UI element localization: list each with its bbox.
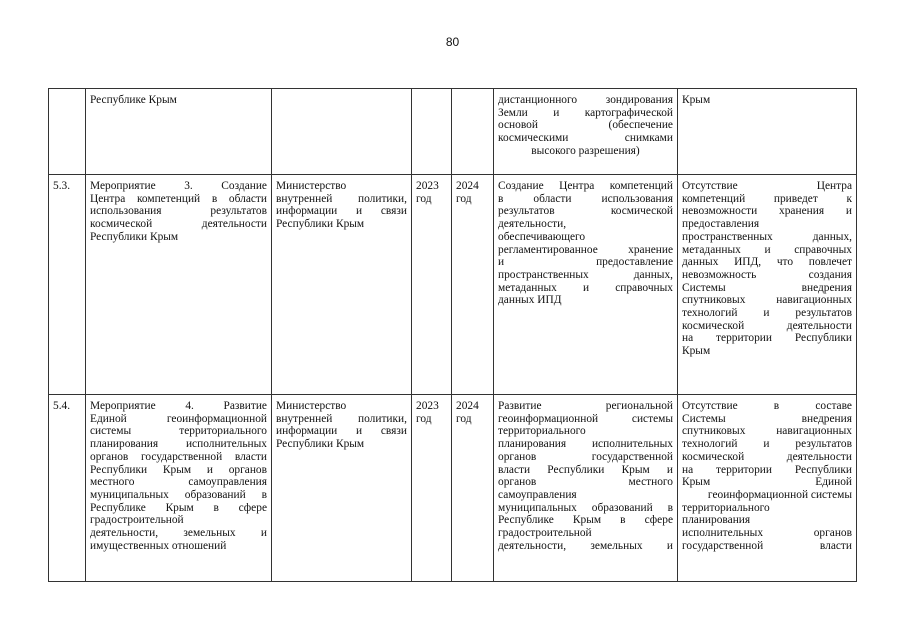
text-line: в области использования bbox=[498, 192, 673, 205]
cell-event bbox=[86, 89, 272, 175]
text-line: пространственных данных, bbox=[498, 268, 673, 281]
text-line: данных ИПД, что повлечет bbox=[682, 256, 852, 269]
cell-executor bbox=[272, 175, 412, 395]
text-line: информации и связи bbox=[276, 205, 407, 218]
text-line: информации и связи bbox=[276, 425, 407, 438]
text-line: космической деятельности bbox=[682, 319, 852, 332]
text-line: Министерство bbox=[276, 180, 347, 192]
cell-result bbox=[494, 395, 678, 582]
text-line: метаданных и справочных bbox=[498, 281, 673, 294]
text-line: предоставления bbox=[682, 218, 760, 231]
cell-number bbox=[49, 89, 86, 175]
cell-event bbox=[86, 175, 272, 395]
text-line: власти Республики Крым и bbox=[498, 463, 673, 476]
text-line: Единой геоинформационной bbox=[90, 412, 267, 425]
text-line: территориального bbox=[682, 501, 770, 514]
text-line: год bbox=[416, 412, 432, 425]
text-line: данных ИПД bbox=[498, 294, 562, 307]
text-line: регламентированное хранение bbox=[498, 243, 673, 256]
text-line: Республики Крым bbox=[90, 230, 179, 243]
text-line: высокого разрешения) bbox=[531, 144, 640, 157]
cell-event bbox=[86, 395, 272, 582]
text-line: спутниковых навигационных bbox=[682, 294, 852, 307]
text-line: органов государственной власти bbox=[90, 450, 267, 463]
text-line: геоинформационной системы bbox=[707, 488, 852, 501]
cell-executor bbox=[272, 395, 412, 582]
text-line: 2024 bbox=[456, 400, 479, 412]
text-line: невозможности хранения и bbox=[682, 205, 852, 218]
text-line: пространственных данных, bbox=[682, 230, 852, 243]
text-line: спутниковых навигационных bbox=[682, 425, 852, 438]
text-line: Республике Крым в сфере bbox=[90, 501, 267, 514]
text-line: невозможность создания bbox=[682, 268, 852, 281]
text-line: градостроительной bbox=[90, 514, 184, 527]
text-line: местного самоуправления bbox=[90, 476, 267, 489]
cell-consequence bbox=[678, 395, 857, 582]
text-line: деятельности, земельных и bbox=[90, 527, 267, 540]
text-line: Республики Крым bbox=[276, 438, 365, 451]
page-number: 80 bbox=[445, 35, 460, 49]
text-line: планирования исполнительных bbox=[498, 438, 673, 451]
table-row bbox=[49, 175, 857, 395]
text-line: Развитие региональной bbox=[498, 400, 673, 412]
text-line: Отсутствие Центра bbox=[682, 180, 852, 192]
cell-result bbox=[494, 175, 678, 395]
text-line: и предоставление bbox=[498, 256, 673, 269]
text-line: Центра компетенций в области bbox=[90, 192, 267, 205]
text-line: внутренней политики, bbox=[276, 192, 407, 205]
text-line: результатов космической bbox=[498, 205, 673, 218]
text-line: Крым Единой bbox=[682, 476, 852, 489]
text-line: планирования bbox=[682, 514, 751, 527]
cell-number: 5.3. bbox=[49, 175, 86, 395]
cell-year-end bbox=[452, 395, 494, 582]
text-line: Республики Крым bbox=[276, 218, 365, 231]
text-line: исполнительных органов bbox=[682, 527, 852, 540]
measures-table bbox=[48, 88, 857, 582]
cell-executor bbox=[272, 89, 412, 175]
text-line: планирования исполнительных bbox=[90, 438, 267, 451]
text-line: Крым bbox=[682, 94, 711, 106]
text-line: территориального bbox=[498, 425, 586, 438]
text-line: 2023 bbox=[416, 400, 439, 412]
text-line: дистанционного зондирования bbox=[498, 94, 673, 106]
text-line: технологий и результатов bbox=[682, 307, 852, 320]
text-line: внутренней политики, bbox=[276, 412, 407, 425]
text-line: Земли и картографической bbox=[498, 106, 673, 119]
text-line: Республике Крым bbox=[90, 94, 177, 106]
text-line: деятельности, земельных и bbox=[498, 539, 673, 552]
text-line: самоуправления bbox=[498, 488, 577, 501]
text-line: Мероприятие 3. Создание bbox=[90, 180, 267, 192]
cell-consequence bbox=[678, 175, 857, 395]
cell-year-end bbox=[452, 89, 494, 175]
text-line: градостроительной bbox=[498, 527, 592, 540]
text-line: обеспечивающего bbox=[498, 230, 586, 243]
text-line: технологий и результатов bbox=[682, 438, 852, 451]
text-line: Мероприятие 4. Развитие bbox=[90, 400, 267, 412]
text-line: Системы внедрения bbox=[682, 412, 852, 425]
cell-year-start bbox=[412, 395, 452, 582]
cell-number: 5.4. bbox=[49, 395, 86, 582]
text-line: органов местного bbox=[498, 476, 673, 489]
text-line: космической деятельности bbox=[90, 218, 267, 231]
cell-consequence bbox=[678, 89, 857, 175]
text-line: Министерство bbox=[276, 400, 347, 412]
text-line: 2024 bbox=[456, 180, 479, 192]
text-line: системы территориального bbox=[90, 425, 267, 438]
text-line: 2023 bbox=[416, 180, 439, 192]
text-line: на территории Республики bbox=[682, 463, 852, 476]
cell-year-end bbox=[452, 175, 494, 395]
text-line: муниципальных образований в bbox=[498, 501, 673, 514]
text-line: год bbox=[416, 192, 432, 205]
table-row bbox=[49, 395, 857, 582]
text-line: муниципальных образований в bbox=[90, 488, 267, 501]
text-line: Республики Крым и органов bbox=[90, 463, 267, 476]
text-line: основой (обеспечение bbox=[498, 119, 673, 132]
text-line: год bbox=[456, 412, 472, 425]
text-line: Системы внедрения bbox=[682, 281, 852, 294]
text-line: год bbox=[456, 192, 472, 205]
text-line: геоинформационной системы bbox=[498, 412, 673, 425]
text-line: космической деятельности bbox=[682, 450, 852, 463]
text-line: органов государственной bbox=[498, 450, 673, 463]
text-line: деятельности, bbox=[498, 218, 567, 231]
text-line: Отсутствие в составе bbox=[682, 400, 852, 412]
text-line: использования результатов bbox=[90, 205, 267, 218]
text-line: метаданных и справочных bbox=[682, 243, 852, 256]
text-line: космическими снимками bbox=[498, 132, 673, 145]
cell-year-start bbox=[412, 89, 452, 175]
text-line: Создание Центра компетенций bbox=[498, 180, 673, 192]
text-line: государственной власти bbox=[682, 539, 852, 552]
cell-year-start bbox=[412, 175, 452, 395]
text-line: Крым bbox=[682, 345, 711, 358]
text-line: Республике Крым в сфере bbox=[498, 514, 673, 527]
text-line: компетенций приведет к bbox=[682, 192, 852, 205]
table-row bbox=[49, 89, 857, 175]
text-line: на территории Республики bbox=[682, 332, 852, 345]
cell-result bbox=[494, 89, 678, 175]
text-line: имущественных отношений bbox=[90, 539, 227, 552]
